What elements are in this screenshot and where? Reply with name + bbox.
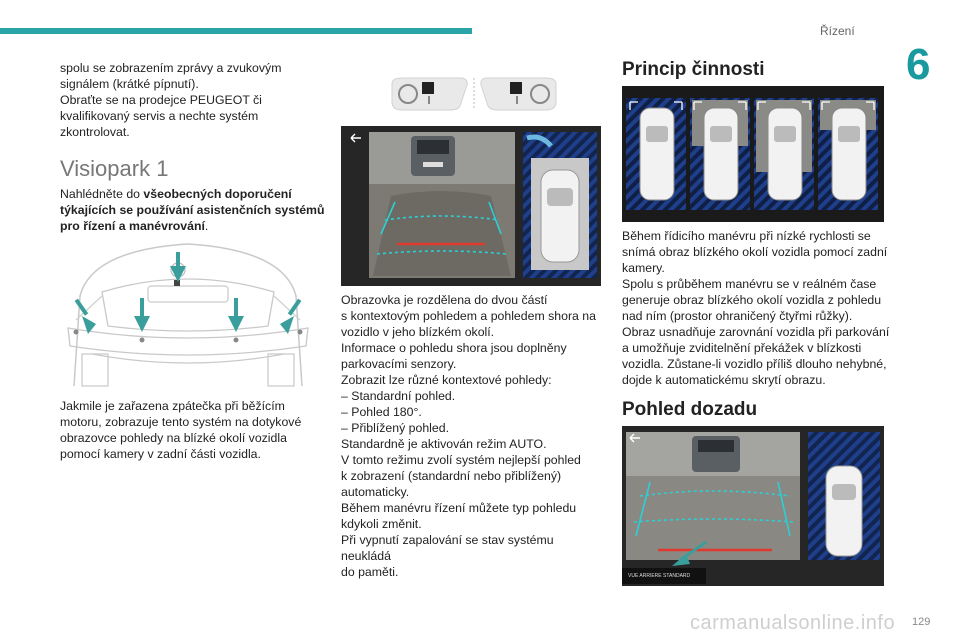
split-view-svg xyxy=(341,126,601,286)
text-line: Zobrazit lze různé kontextové pohledy: xyxy=(341,373,552,387)
column-1-intro xyxy=(60,60,325,140)
ref-prefix: Nahlédněte do xyxy=(60,187,144,201)
rear-view-screen-image xyxy=(622,426,884,586)
column-1-body xyxy=(60,398,328,462)
text-line: nad ním (prostor ohraničený čtyřmi růžky). xyxy=(622,309,853,323)
principle-body xyxy=(622,228,894,388)
text-line: motoru, zobrazuje tento systém na dotykové xyxy=(60,415,302,429)
text-line: Obrazovka je rozdělena do dvou částí xyxy=(341,293,548,307)
text-line: kvalifikovaný servis a nechte systém xyxy=(60,109,259,123)
list-item: – Standardní pohled. xyxy=(341,389,456,403)
visiopark-heading: Visiopark 1 xyxy=(60,156,169,181)
reference-line-1 xyxy=(60,186,328,202)
header-accent-bar xyxy=(0,28,472,34)
text-line: zkontrolovat. xyxy=(60,125,130,139)
text-line: automaticky. xyxy=(341,485,410,499)
text-line: vozidlo v jeho blízkém okolí. xyxy=(341,325,495,339)
text-line: Jakmile je zařazena zpátečka při běžícím xyxy=(60,399,285,413)
rear-view-screen-svg xyxy=(622,426,884,586)
text-line: s kontextovým pohledem a pohledem shora na xyxy=(341,309,596,323)
rear-camera-illustration xyxy=(62,236,314,392)
text-line: kdykoli změnit. xyxy=(341,517,422,531)
page-number: 129 xyxy=(912,616,931,628)
list-item: – Přiblížený pohled. xyxy=(341,421,450,435)
principle-heading: Princip činnosti xyxy=(622,59,765,80)
text-line: Informace o pohledu shora jsou doplněny xyxy=(341,341,567,355)
touchscreen-split-view-image xyxy=(341,126,601,286)
top-view-sequence-svg xyxy=(622,86,884,222)
text-line: Během manévru řízení můžete typ pohledu xyxy=(341,501,577,515)
rear-view-heading-block xyxy=(622,398,892,422)
text-line: kamery. xyxy=(622,261,665,275)
reference-note xyxy=(60,186,328,234)
chapter-number: 6 xyxy=(906,40,931,89)
text-line: Při vypnutí zapalování se stav systému neukládá xyxy=(341,533,554,563)
text-line: signálem (krátké pípnutí). xyxy=(60,77,199,91)
section-title: Řízení xyxy=(820,24,855,38)
text-line: a umožňuje zviditelnění překážek v blízkosti xyxy=(622,341,862,355)
ref-bold-3: pro řízení a manévrování xyxy=(60,219,205,233)
text-line: Obraťte se na prodejce PEUGEOT či xyxy=(60,93,262,107)
ref-suffix: . xyxy=(204,219,209,233)
camera-button-icons xyxy=(390,74,558,112)
principle-heading-block xyxy=(622,58,892,82)
rear-view-heading: Pohled dozadu xyxy=(622,399,758,420)
text-line: pomocí kamery v zadní části vozidla. xyxy=(60,447,261,461)
visiopark-heading-block xyxy=(60,156,325,182)
text-line: snímá obraz blízkého okolí vozidla pomocí zadní xyxy=(622,245,888,259)
text-line: V tomto režimu zvolí systém nejlepší pohled xyxy=(341,453,581,467)
ref-bold-1: všeobecných doporučení xyxy=(143,187,292,201)
text-line: Obraz usnadňuje zarovnání vozidla při parkování xyxy=(622,325,890,339)
top-view-sequence-image xyxy=(622,86,884,222)
text-line: generuje obraz blízkého okolí vozidla z pohledu xyxy=(622,293,882,307)
text-line: do paměti. xyxy=(341,565,399,579)
text-line: parkovacími senzory. xyxy=(341,357,457,371)
text-line: dojde k automatickému skrytí obrazu. xyxy=(622,373,826,387)
reference-line-2 xyxy=(60,202,328,218)
text-line: obrazovce pohledy na blízké okolí vozidla xyxy=(60,431,287,445)
text-line: Spolu s průběhem manévru se v reálném čase xyxy=(622,277,877,291)
text-line: k zobrazení (standardní nebo přiblížený) xyxy=(341,469,562,483)
ref-bold-2: týkajících se používání asistenčních systémů xyxy=(60,203,325,217)
screen-caption: VUE ARRIERE STANDARD xyxy=(628,573,691,579)
text-line: Během řídicího manévru při nízké rychlosti se xyxy=(622,229,871,243)
watermark: carmanualsonline.info xyxy=(690,612,896,634)
text-line: Standardně je aktivován režim AUTO. xyxy=(341,437,547,451)
text-line: vozidla. Zůstane-li vozidlo příliš dlouho nehybné, xyxy=(622,357,887,371)
text-line: spolu se zobrazením zprávy a zvukovým xyxy=(60,61,282,75)
reference-line-3 xyxy=(60,218,328,234)
list-item: – Pohled 180°. xyxy=(341,405,422,419)
column-2-body xyxy=(341,292,606,580)
